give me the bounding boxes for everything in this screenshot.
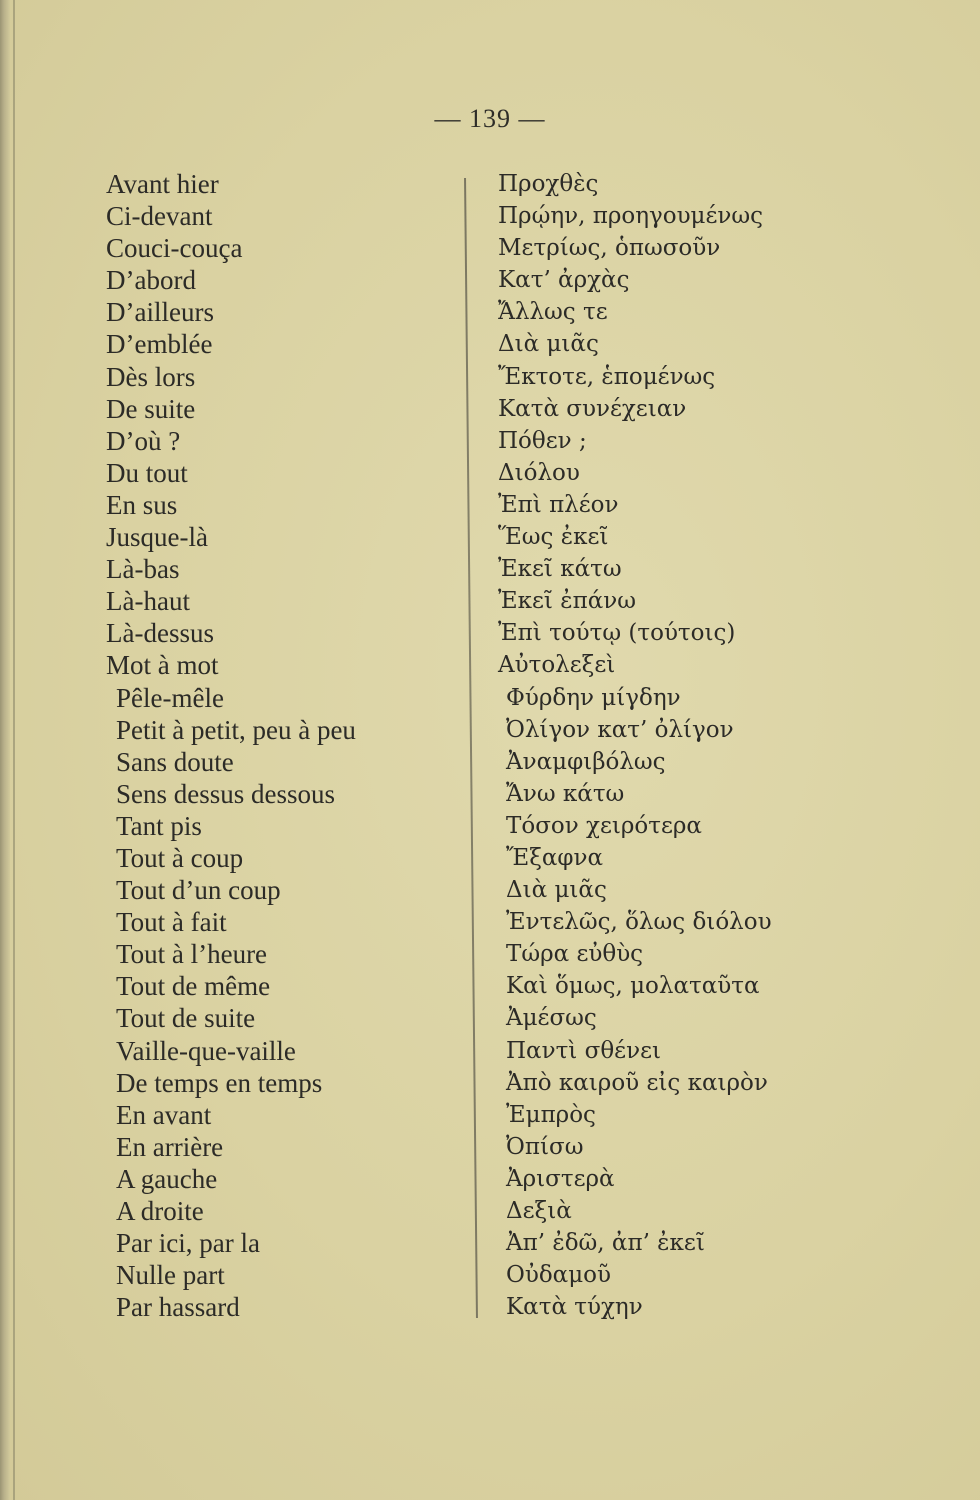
page-number: — 139 — <box>434 104 546 133</box>
column-divider <box>464 178 477 1318</box>
french-phrase: Tout à fait <box>116 907 227 938</box>
greek-translation: Ὀλίγον κατ’ ὀλίγον <box>506 716 734 743</box>
greek-translation: Καὶ ὅμως, μολαταῦτα <box>506 973 760 1000</box>
greek-translation: Πρῴην, προηγουμένως <box>498 203 764 230</box>
greek-translation: Ἔκτοτε, ἑπομένως <box>498 363 716 390</box>
greek-translation: Τώρα εὐθὺς <box>506 941 644 968</box>
greek-translation: Δεξιὰ <box>506 1198 572 1224</box>
french-phrase: Pêle-mêle <box>116 682 224 713</box>
french-phrase: Avant hier <box>106 169 219 199</box>
french-phrase: Tout de suite <box>116 1003 256 1034</box>
french-phrase: Dès lors <box>106 361 196 392</box>
french-phrase: Tant pis <box>116 810 202 841</box>
greek-translation: Κατὰ τύχην <box>506 1294 643 1321</box>
french-phrase: Par hassard <box>116 1292 240 1323</box>
greek-translation: Τόσον χειρότερα <box>506 812 702 839</box>
greek-translation: Ἐπὶ πλέον <box>498 491 619 518</box>
greek-translation: Ἀπ’ ἐδῶ, ἀπ’ ἐκεῖ <box>506 1230 705 1257</box>
greek-translation: Ὀπίσω <box>506 1133 584 1160</box>
french-phrase: D’où ? <box>106 425 181 456</box>
french-phrase: Ci-devant <box>106 201 213 232</box>
greek-translation: Διὰ μιᾶς <box>506 877 607 904</box>
french-phrase: En sus <box>106 489 178 520</box>
greek-translation: Διόλου <box>498 459 580 486</box>
page-binding-edge <box>0 0 10 1500</box>
greek-translation: Φύρδην μίγδην <box>506 684 681 711</box>
greek-translation: Αὐτολεξεὶ <box>498 652 616 679</box>
french-phrase: Par ici, par la <box>116 1228 260 1259</box>
french-phrase: Là-bas <box>106 554 180 585</box>
page-edge-line <box>13 0 15 1500</box>
greek-translation: Ἐκεῖ κάτω <box>498 556 622 583</box>
french-phrase: Du tout <box>106 457 188 488</box>
french-phrase: Vaille-que-vaille <box>116 1035 296 1066</box>
french-phrase: Là-dessus <box>106 618 214 649</box>
greek-translation: Προχθὲς <box>498 171 599 197</box>
greek-translation: Μετρίως, ὁπωσοῦν <box>498 235 721 262</box>
french-phrase: Jusque-là <box>106 522 208 553</box>
french-phrase: Petit à petit, peu à peu <box>116 714 356 745</box>
greek-translation: Ἀριστερὰ <box>506 1165 615 1192</box>
french-phrase: Sans doute <box>116 746 234 777</box>
greek-translation: Ἐπὶ τούτῳ (τούτοις) <box>498 620 736 647</box>
french-phrase: De temps en temps <box>116 1067 323 1098</box>
french-phrase: D’emblée <box>106 329 213 360</box>
greek-translation: Κατ’ ἀρχὰς <box>498 267 630 294</box>
french-phrase: Mot à mot <box>106 650 219 681</box>
greek-translation: Πόθεν ; <box>498 427 587 454</box>
french-phrase: Tout d’un coup <box>116 875 281 906</box>
greek-translation: Διὰ μιᾶς <box>498 331 599 358</box>
french-phrase: En avant <box>116 1099 212 1130</box>
greek-translation: Ἐντελῶς, ὅλως διόλου <box>506 909 772 936</box>
greek-translation: Ἐκεῖ ἐπάνω <box>498 588 636 615</box>
greek-translation: Ἀναμφιβόλως <box>506 748 666 775</box>
greek-translation: Ἔξαφνα <box>506 844 604 871</box>
greek-translation: Ἕως ἐκεῖ <box>498 524 609 551</box>
french-phrase: A droite <box>116 1196 204 1226</box>
french-phrase: Nulle part <box>116 1260 225 1291</box>
french-phrase: Là-haut <box>106 586 190 617</box>
greek-translation: Ἄλλως τε <box>498 299 608 326</box>
french-phrase: Couci-couça <box>106 233 243 264</box>
french-phrase: D’ailleurs <box>106 297 214 328</box>
french-phrase: Sens dessus dessous <box>116 778 336 809</box>
greek-translation: Παντὶ σθένει <box>506 1037 662 1064</box>
french-phrase: Tout à l’heure <box>116 939 268 970</box>
greek-translation-column <box>498 168 772 1323</box>
greek-translation: Κατὰ συνέχειαν <box>498 395 687 422</box>
greek-translation: Οὐδαμοῦ <box>506 1262 611 1289</box>
french-phrase: D’abord <box>106 265 196 296</box>
greek-translation: Ἐμπρὸς <box>506 1101 596 1128</box>
french-phrase: Tout à coup <box>116 842 244 873</box>
greek-translation: Ἄνω κάτω <box>506 780 625 807</box>
french-phrase: En arrière <box>116 1131 224 1162</box>
french-phrase-column <box>106 168 356 1323</box>
greek-translation: Ἀπὸ καιροῦ εἰς καιρὸν <box>506 1069 768 1096</box>
french-phrase: Tout de même <box>116 971 271 1002</box>
french-phrase: A gauche <box>116 1163 218 1194</box>
french-phrase: De suite <box>106 393 196 424</box>
greek-translation: Ἀμέσως <box>506 1005 597 1032</box>
